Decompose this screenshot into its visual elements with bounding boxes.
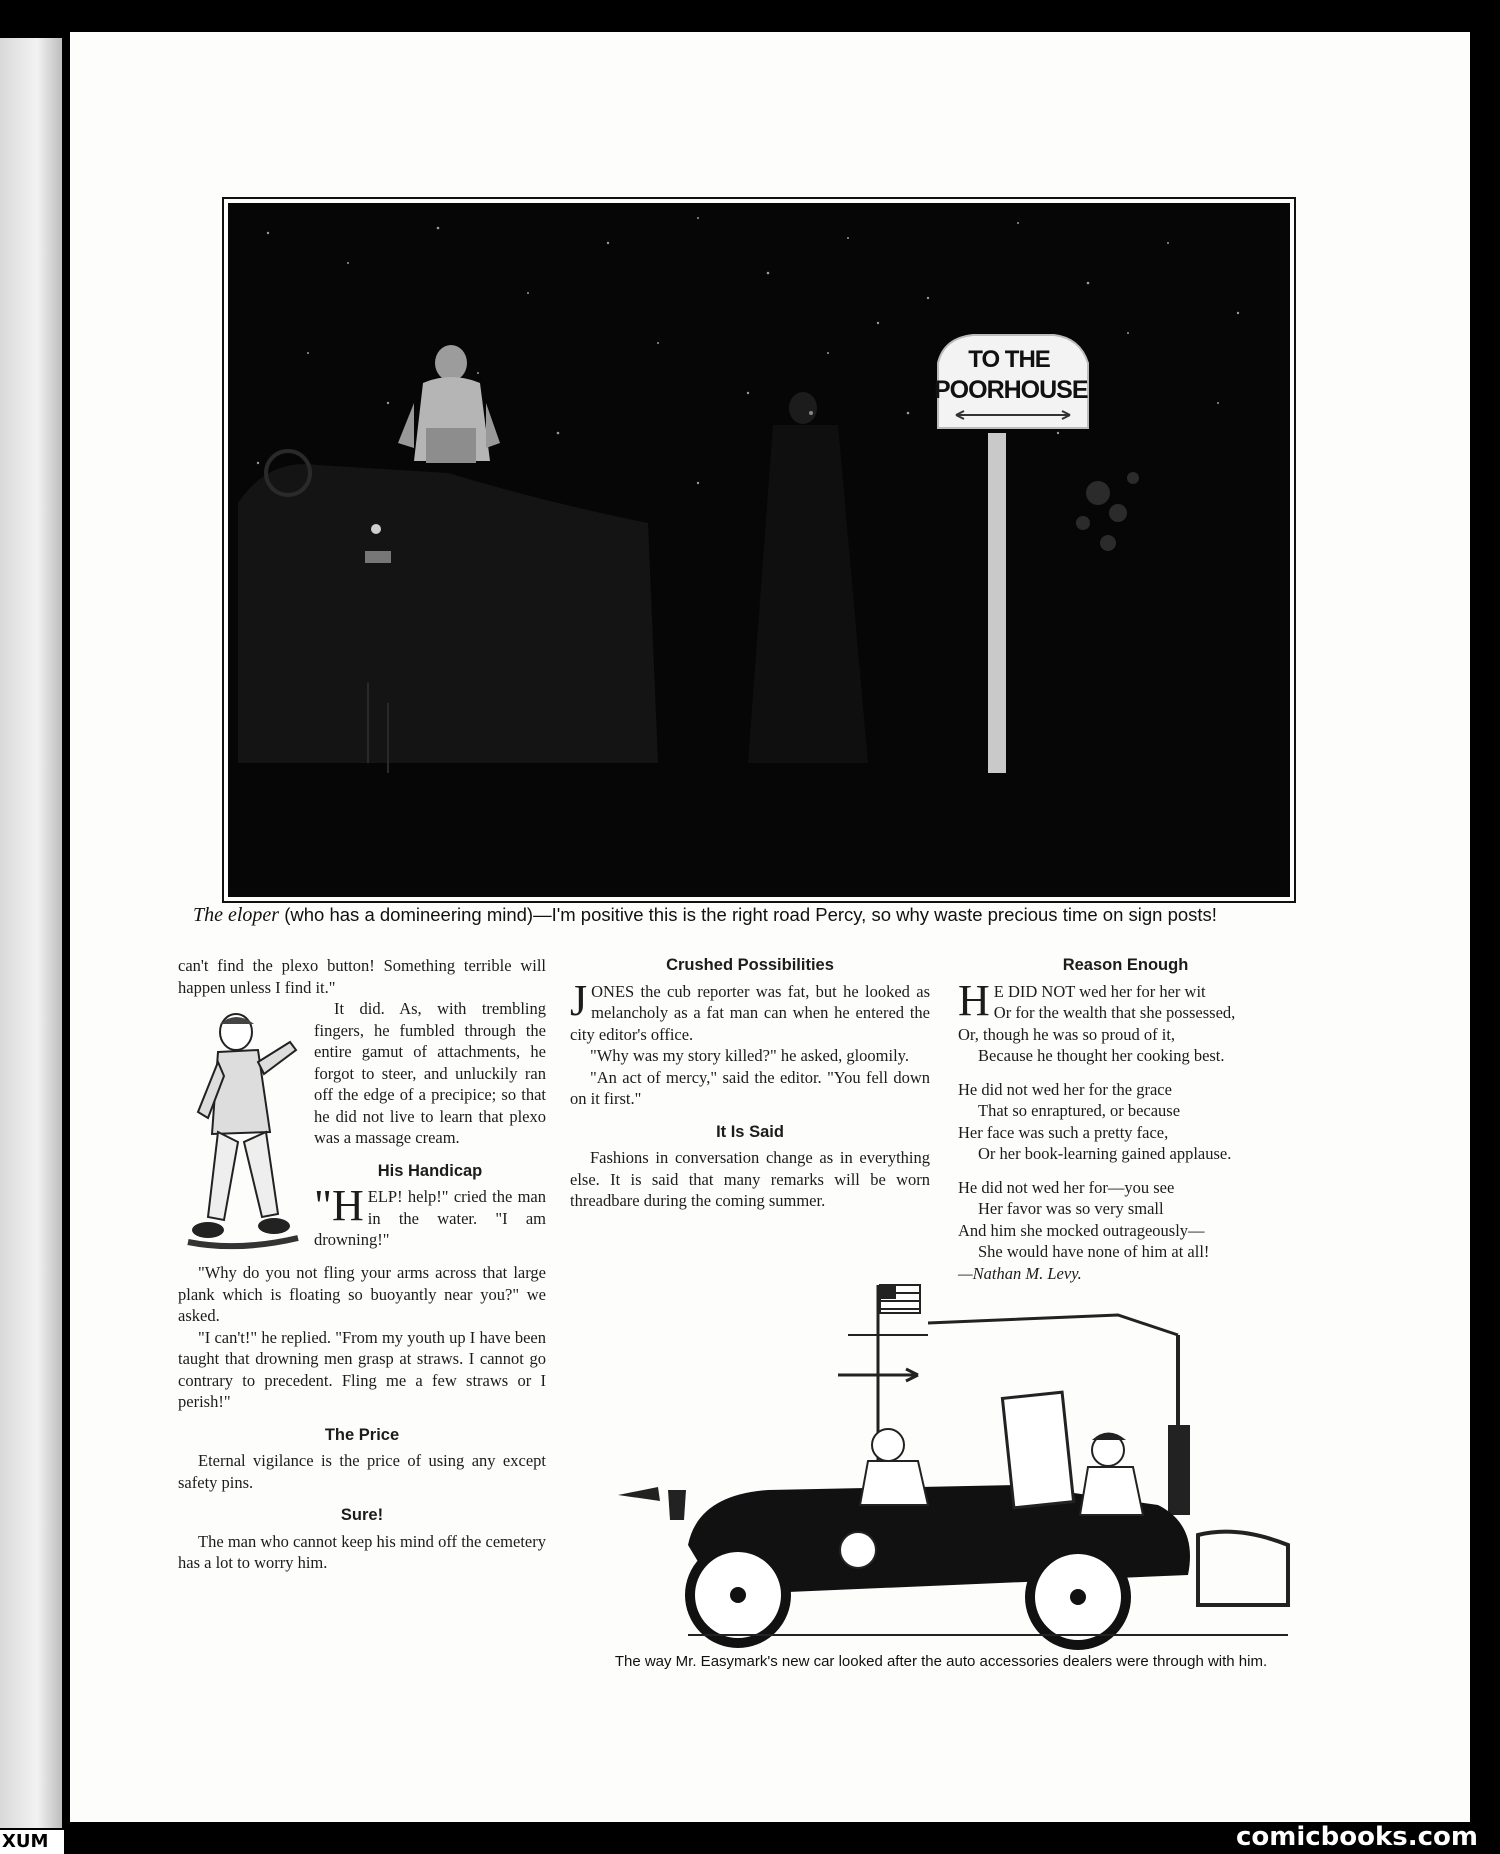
col2-paragraph-1-text: ONES the cub reporter was fat, but he looked as melancholy as a fat man can when he entered the city editor's office.: [570, 981, 930, 1044]
heading-crushed-possibilities: Crushed Possibilities: [666, 956, 834, 974]
caption-rest: (who has a domineering mind)—I'm positive this is the right road Percy, so why waste precious time on sign posts!: [279, 904, 1217, 925]
night-scene-illustration: [228, 203, 1280, 887]
col2-paragraph-3: "An act of mercy," said the editor. "You fell down on it first.": [570, 1067, 930, 1108]
poem-line-2: Or for the wealth that she possessed,: [993, 1003, 1236, 1022]
sign-label: [934, 345, 1088, 405]
night-road-photo: [228, 203, 1290, 897]
col2-paragraph-1: [570, 975, 930, 1046]
column-middle: [570, 955, 930, 1212]
poem-line-5: He did not wed her for the grace: [958, 1079, 1172, 1099]
plexo-man-illustration: [178, 1002, 308, 1262]
photo-caption: [193, 904, 1283, 927]
sign-line-2: POORHOUSE: [934, 376, 1088, 404]
poem-line-10: Her favor was so very small: [978, 1199, 1164, 1218]
adjacent-page-edge: [0, 38, 62, 1828]
heading-his-handicap: His Handicap: [377, 1161, 483, 1180]
heading-sure: Sure!: [340, 1506, 384, 1524]
corner-tag: XUM: [0, 1830, 64, 1854]
poem-line-7: Her face was such a pretty face,: [958, 1122, 1169, 1142]
poem-line-3: Or, though he was so proud of it,: [958, 1024, 1176, 1044]
col1-handicap-text: ELP! help!" cried the man in the water. "I am drowning!": [314, 1187, 546, 1249]
heading-reason-enough: Reason Enough: [1062, 956, 1189, 974]
col1-paragraph-2: It did. As, with trembling fingers, he fumbled through the entire gamut of attachments, he forgot to steer, and unluckily ran off the edge of a precipice; so that he did not live to learn that plexo was a massage cream.: [314, 999, 546, 1147]
poem-line-11: And him she mocked outrageously—: [958, 1220, 1205, 1240]
poem-line-8: Or her book-learning gained applause.: [978, 1144, 1232, 1163]
col1-paragraph-4: "I can't!" he replied. "From my youth up I have been taught that drowning men grasp at straws. I cannot go contrary to precedent. Fling me a few straws or I perish!": [178, 1327, 546, 1411]
col2-paragraph-4: Fashions in conversation change as in everything else. It is said that many remarks will be worn threadbare during the coming summer.: [570, 1148, 930, 1210]
poem-line-12: She would have none of him at all!: [978, 1242, 1210, 1261]
night-photo-frame: [222, 197, 1296, 903]
dropcap-j: J: [570, 975, 588, 1025]
watermark: comicbooks.com: [1235, 1822, 1478, 1852]
dropcap-poem-h: H: [958, 975, 990, 1025]
heading-the-price: The Price: [324, 1425, 400, 1444]
col1-paragraph-6: The man who cannot keep his mind off the cemetery has a lot to worry him.: [178, 1531, 546, 1572]
easymark-car-illustration: [598, 1275, 1298, 1655]
poem-line-4: Because he thought her cooking best.: [978, 1046, 1225, 1065]
col1-paragraph-1: can't find the plexo button! Something terrible will happen unless I find it.": [178, 956, 546, 997]
sign-line-1: TO THE: [968, 346, 1050, 373]
car-caption: The way Mr. Easymark's new car looked after the auto accessories dealers were through with him.: [614, 1653, 1268, 1670]
col1-paragraph-5: Eternal vigilance is the price of using any except safety pins.: [178, 1451, 546, 1492]
caption-italic: The eloper: [193, 904, 280, 926]
dropcap-h: "H: [314, 1181, 364, 1230]
col1-paragraph-3: "Why do you not fling your arms across that large plank which is floating so buoyantly near you?" we asked.: [178, 1263, 546, 1325]
poem-line-1-text: E DID NOT wed her for her wit: [993, 981, 1206, 1001]
col2-paragraph-2: "Why was my story killed?" he asked, gloomily.: [590, 1046, 909, 1065]
poem-line-6: That so enraptured, or because: [978, 1101, 1181, 1120]
signpost-pole: [988, 433, 1006, 773]
column-left: [178, 955, 546, 1574]
heading-it-is-said: It Is Said: [716, 1122, 784, 1141]
poem-signature: —Nathan M. Levy.: [958, 1263, 1082, 1283]
column-right-poem: [958, 955, 1293, 1284]
poem-line-9: He did not wed her for—you see: [958, 1177, 1175, 1197]
